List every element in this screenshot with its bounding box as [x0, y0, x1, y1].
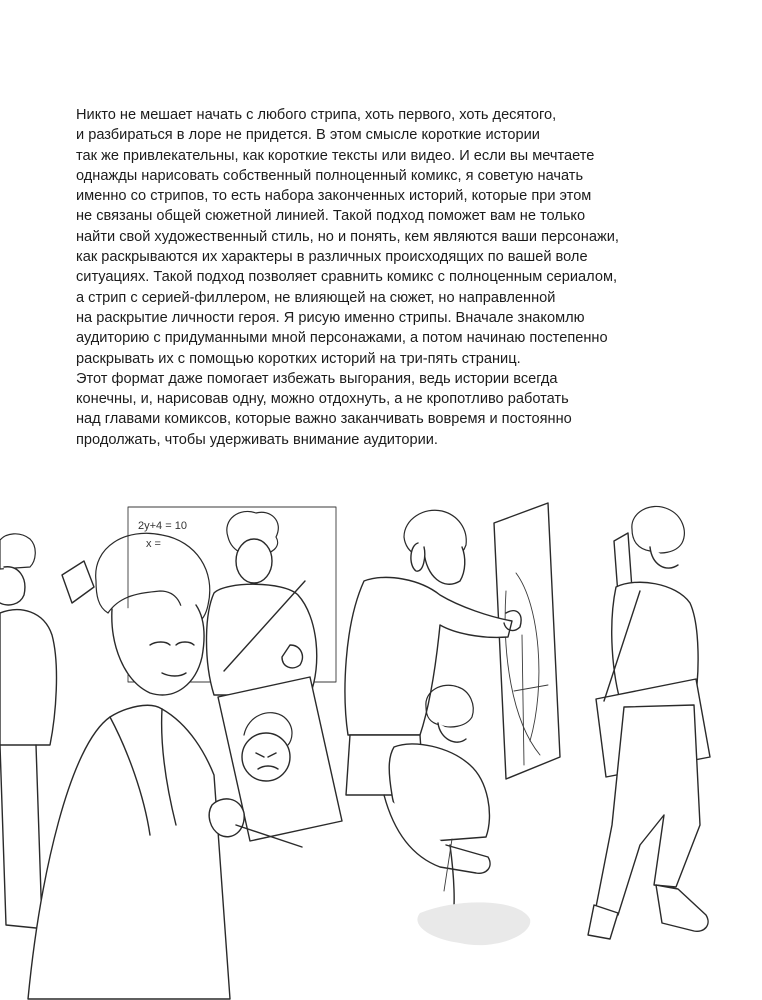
text-line: на раскрытие личности героя. Я рисую именно стрипы. Вначале знакомлю: [76, 309, 585, 326]
text-line: именно со стрипов, то есть набора законченных историй, которые при этом: [76, 188, 592, 205]
text-line: продолжать, чтобы удерживать внимание аудитории.: [76, 431, 438, 448]
text-line: а стрип с серией-филлером, не влияющей на сюжет, но направленной: [76, 289, 556, 306]
text-line: аудиторию с придуманными мной персонажами, а потом начинаю постепенно: [76, 330, 608, 347]
sketch-illustration: [0, 495, 762, 1000]
text-line: над главами комиксов, которые важно заканчивать вовремя и постоянно: [76, 411, 572, 428]
walking-boy-figure: [588, 506, 710, 939]
easel-canvas: [494, 503, 560, 779]
held-drawing-paper: [209, 677, 342, 847]
text-line: как раскрываются их характеры в различных происходящих по вашей воле: [76, 249, 588, 266]
text-line: и разбираться в лоре не придется. В этом смысле короткие истории: [76, 127, 540, 144]
board-equation-2: x =: [146, 538, 161, 550]
text-line: Этот формат даже помогает избежать выгорания, ведь истории всегда: [76, 370, 558, 387]
text-line: Никто не мешает начать с любого стрипа, хоть первого, хоть десятого,: [76, 107, 557, 123]
board-equation-1: 2y+4 = 10: [138, 520, 187, 532]
text-line: конечны, и, нарисовав одну, можно отдохнуть, а не кропотливо работать: [76, 391, 569, 408]
body-paragraph: [76, 105, 696, 450]
text-line: ситуациях. Такой подход позволяет сравнить комикс с полноценным сериалом,: [76, 269, 618, 286]
text-line: найти свой художественный стиль, но и понять, кем являются ваши персонажи,: [76, 228, 619, 245]
text-line: однажды нарисовать собственный полноценный комикс, я советую начать: [76, 167, 584, 184]
text-line: так же привлекательны, как короткие тексты или видео. И если вы мечтаете: [76, 147, 595, 164]
text-line: не связаны общей сюжетной линией. Такой подход поможет вам не только: [76, 208, 586, 225]
text-line: раскрывать их с помощью коротких историй на три-пять страниц.: [76, 350, 521, 367]
